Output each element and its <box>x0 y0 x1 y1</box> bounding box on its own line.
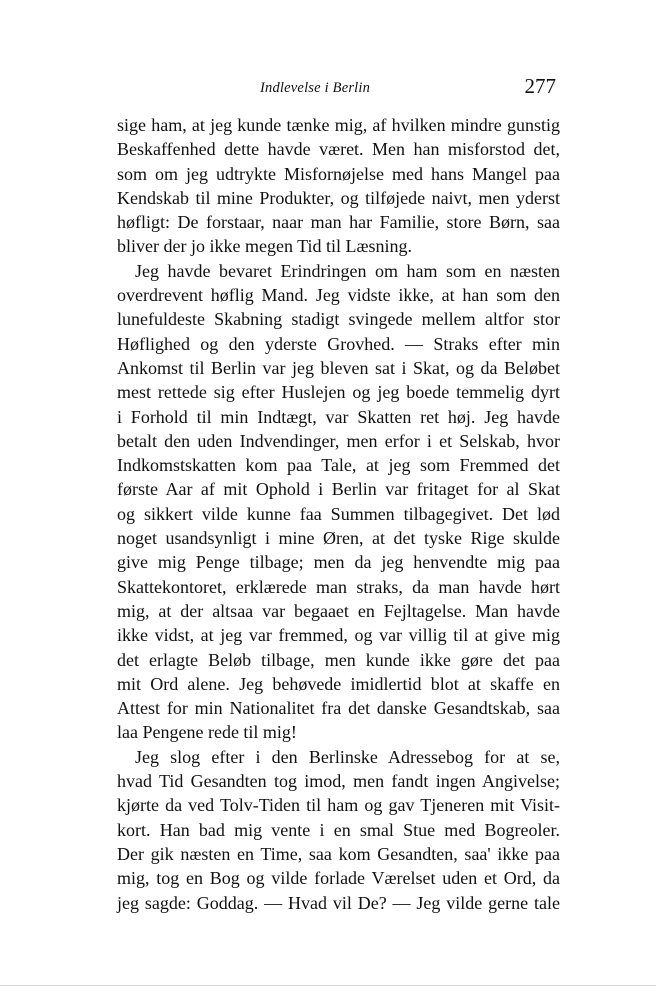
text-line: sige ham, at jeg kunde tænke mig, af hvilken mindre gunstig <box>117 115 560 135</box>
page-number: 277 <box>524 74 556 98</box>
text-line: ikke vidst, at jeg var fremmed, og var villig til at give mig <box>117 625 560 646</box>
text-line: det erlagte Beløb tilbage, men kunde ikke gøre det paa <box>117 649 560 670</box>
text-line: give mig Penge tilbage; men da jeg henvendte mig paa <box>117 552 560 573</box>
text-line: i Forhold til min Indtægt, var Skatten ret høj. Jeg havde <box>117 406 560 427</box>
text-line: overdrevent høflig Mand. Jeg vidste ikke, at han som den <box>117 285 560 306</box>
text-line: Der gik næsten en Time, saa kom Gesandten, saa' ikke paa <box>117 843 560 864</box>
paragraph-1 <box>117 113 560 259</box>
text-line: Jeg slog efter i den Berlinske Adressebog for at se, <box>135 746 560 767</box>
text-line: kjørte da ved Tolv-Tiden til ham og gav Tjeneren mit Visit- <box>117 795 560 816</box>
text-line: jeg sagde: Goddag. — Hvad vil De? — Jeg vilde gerne tale <box>117 892 560 913</box>
scan-edge-divider <box>0 985 656 986</box>
text-line: Høflighed og den yderste Grovhed. — Straks efter min <box>117 333 560 354</box>
body-text <box>117 113 560 915</box>
text-line: bliver der jo ikke megen Tid til Læsning. <box>117 236 412 257</box>
text-line: Attest for min Nationalitet fra det danske Gesandtskab, saa <box>117 698 560 719</box>
text-line: lunefuldeste Skabning stadigt svingede mellem altfor stor <box>117 309 560 330</box>
text-line: høfligt: De forstaar, naar man har Familie, store Børn, saa <box>117 212 560 233</box>
text-line: mig, at der altsaa var begaaet en Fejltagelse. Man havde <box>117 600 560 621</box>
text-line: Skattekontoret, erklærede man straks, da man havde hørt <box>117 576 560 597</box>
text-line: Kendskab til mine Produkter, og tilføjede naivt, men yderst <box>117 187 560 208</box>
running-title: Indlevelse i Berlin <box>260 80 371 96</box>
text-line: mest rettede sig efter Huslejen og jeg boede temmelig dyrt <box>117 382 560 403</box>
text-line: mit Ord alene. Jeg behøvede imidlertid blot at skaffe en <box>117 673 560 694</box>
text-line: og sikkert vilde kunne faa Summen tilbagegivet. Det lød <box>117 503 560 524</box>
text-line: hvad Tid Gesandten tog imod, men fandt ingen Angivelse; <box>117 771 560 792</box>
text-line: laa Pengene rede til mig! <box>117 722 297 743</box>
text-line: Jeg havde bevaret Erindringen om ham som en næsten <box>135 260 560 281</box>
paragraph-3 <box>117 745 560 915</box>
paragraph-2 <box>117 259 560 745</box>
text-line: noget usandsynligt i mine Øren, at det tyske Rige skulde <box>117 528 560 549</box>
text-line: Beskaffenhed dette havde været. Men han misforstod det, <box>117 139 560 160</box>
text-line: Indkomstskatten kom paa Tale, at jeg som Fremmed det <box>117 455 560 476</box>
text-line: Ankomst til Berlin var jeg bleven sat i Skat, og da Beløbet <box>117 357 560 378</box>
running-head <box>117 74 560 102</box>
text-line: mig, tog en Bog og vilde forlade Værelset uden et Ord, da <box>117 868 560 889</box>
text-line: kort. Han bad mig vente i en smal Stue med Bogreoler. <box>117 819 560 840</box>
text-line: som om jeg udtrykte Misfornøjelse med hans Mangel paa <box>117 163 560 184</box>
text-line: første Aar af mit Ophold i Berlin var fritaget for al Skat <box>117 479 560 500</box>
text-line: betalt den uden Indvendinger, men erfor i et Selskab, hvor <box>117 430 560 451</box>
